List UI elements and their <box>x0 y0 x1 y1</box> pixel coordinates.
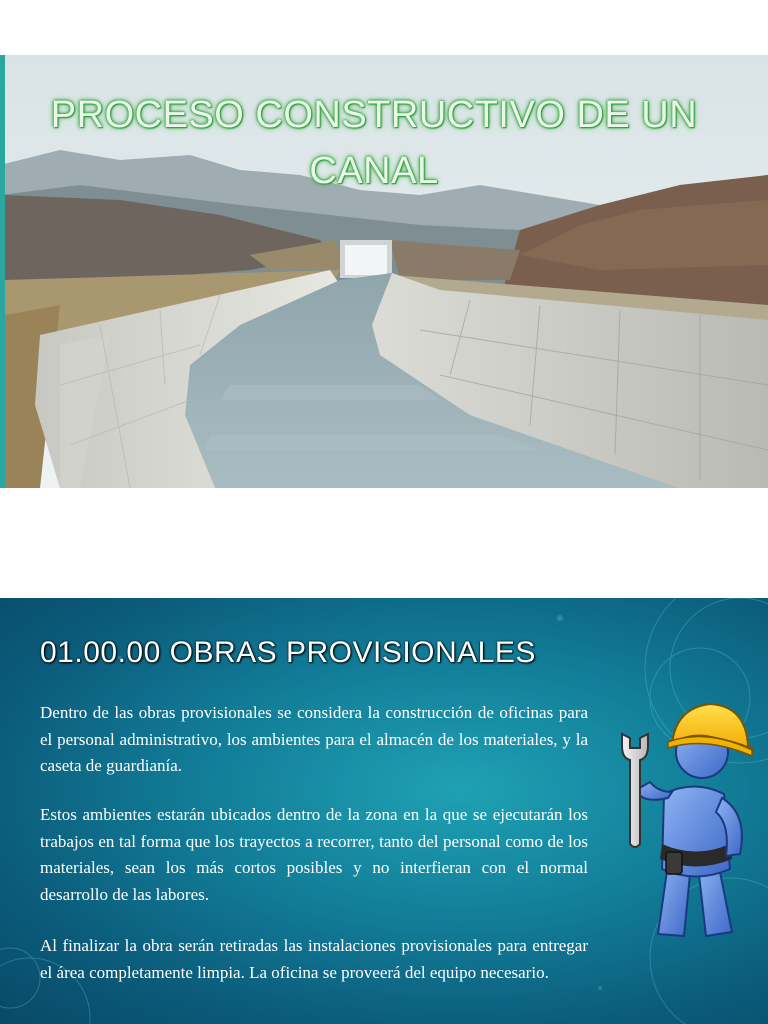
construction-worker-wrench-icon <box>606 694 756 954</box>
slide-title: PROCESO CONSTRUCTIVO DE UN CANAL <box>50 94 698 192</box>
slide-obras-provisionales <box>0 598 768 1024</box>
slide-canal-cover <box>0 55 768 488</box>
paragraph-2: Estos ambientes estarán ubicados dentro de la zona en la que se ejecutarán los trabajos en tal forma que los trayectos a recorrer, tanto del personal como de los materiales, sean los más cortos posibles y no interfieran con el normal desarrollo de las labores. <box>40 805 588 904</box>
paragraph-1: Dentro de las obras provisionales se considera la construcción de oficinas para el personal administrativo, los ambientes para el almacén de los materiales, y la caseta de guardianía. <box>40 703 588 775</box>
slide-heading: 01.00.00 OBRAS PROVISIONALES <box>40 636 536 669</box>
accent-bar <box>0 55 5 488</box>
paragraph-3: Al finalizar la obra serán retiradas las instalaciones provisionales para entregar el área completamente limpia. La oficina se proveerá del equipo necesario. <box>40 936 588 982</box>
